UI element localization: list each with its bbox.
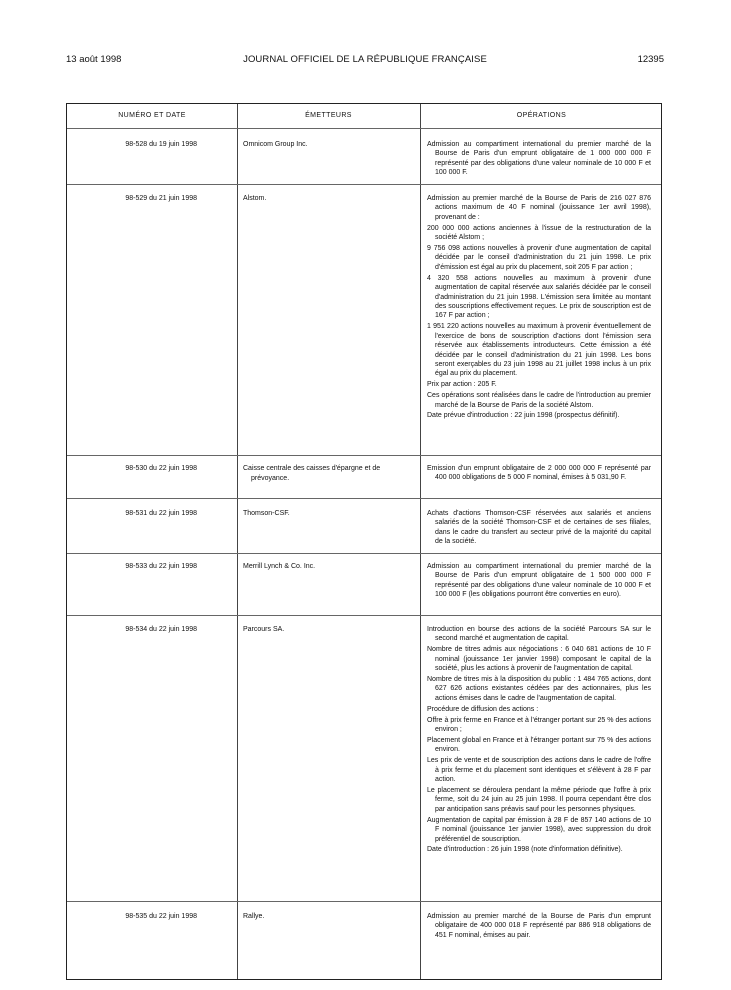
row-operations [427, 140, 651, 179]
row-numero: 98-530 du 22 juin 1998 [125, 465, 197, 472]
row-operations [427, 464, 651, 484]
row-operations [427, 912, 651, 942]
paragraph: Achats d'actions Thomson-CSF réservées aux salariés et anciens salariés de la société Thomson-CSF et de certaines de ses filiales, dans le cadre du transfert au secteur privé de la majorité du capital de la société. [427, 510, 651, 546]
row-separator [67, 553, 661, 554]
paragraph: Date prévue d'introduction : 22 juin 1998 (prospectus définitif). [427, 412, 620, 420]
row-emetteur [243, 464, 413, 483]
row-numero: 98-529 du 21 juin 1998 [125, 195, 197, 202]
row-numero: 98-534 du 22 juin 1998 [125, 626, 197, 633]
paragraph: Thomson-CSF. [243, 510, 290, 517]
row-separator [67, 184, 661, 185]
paragraph: Parcours SA. [243, 626, 285, 633]
column-divider [237, 104, 238, 979]
page-number: 12395 [637, 54, 664, 65]
column-divider [420, 104, 421, 979]
paragraph: Offre à prix ferme en France et à l'étranger portant sur 25 % des actions environ ; [427, 716, 651, 734]
paragraph: 9 756 098 actions nouvelles à provenir d'une augmentation de capital décidée par le conseil d'administration du 21 juin 1998. Le prix d'émission est égal au prix du placement, soit 205 F par action ; [427, 245, 651, 271]
paragraph: 200 000 000 actions anciennes à l'issue de la restructuration de la société Alstom ; [427, 224, 651, 242]
paragraph: Procédure de diffusion des actions : [427, 705, 539, 713]
row-emetteur [243, 509, 413, 519]
header-rule [67, 128, 661, 129]
column-header-operations: OPÉRATIONS [516, 112, 567, 119]
journal-title: JOURNAL OFFICIEL DE LA RÉPUBLIQUE FRANÇAISE [243, 54, 487, 65]
paragraph: Admission au premier marché de la Bourse de Paris de 216 027 876 actions maximum de 40 F nominal (jouissance 1er avril 1998), provenant de : [427, 195, 651, 221]
column-header-emetteurs: ÉMETTEURS [305, 112, 352, 119]
paragraph: Nombre de titres mis à la disposition du public : 1 484 765 actions, dont 627 626 actions existantes cédées par des actionnaires, plus les actions émises dans le cadre de l'augmentation de capital. [427, 676, 651, 702]
row-separator [67, 455, 661, 456]
row-numero: 98-533 du 22 juin 1998 [125, 563, 197, 570]
paragraph: Date d'introduction : 26 juin 1998 (note d'information définitive). [427, 846, 623, 854]
row-emetteur [243, 625, 413, 635]
row-operations [427, 562, 651, 601]
row-separator [67, 901, 661, 902]
row-numero: 98-531 du 22 juin 1998 [125, 510, 197, 517]
paragraph: Nombre de titres admis aux négociations : 6 040 681 actions de 10 F nominal (jouissance 1er janvier 1998) composant le capital de la société, plus les actions à provenir de l'augmentation de capital. [427, 646, 651, 673]
paragraph: Admission au compartiment international du premier marché de la Bourse de Paris d'un emprunt obligataire de 1 500 000 000 F représenté par des obligations d'une valeur nominale de 10 000 F et 100 000 F (les obligations pourront être converties en euro). [427, 563, 651, 599]
paragraph: Alstom. [243, 195, 267, 202]
paragraph: Caisse centrale des caisses d'épargne et de prévoyance. [243, 465, 381, 482]
row-operations [427, 625, 651, 856]
paragraph: Merrill Lynch & Co. Inc. [243, 563, 316, 570]
paragraph: Admission au compartiment international du premier marché de la Bourse de Paris d'un emprunt obligataire de 1 000 000 000 F représenté par des obligations d'une valeur nominale de 10 000 F et 100 000 F. [427, 141, 651, 177]
row-separator [67, 615, 661, 616]
paragraph: Emission d'un emprunt obligataire de 2 000 000 000 F représenté par 400 000 obligations de 5 000 F nominal, émises à 5 031,90 F. [427, 465, 651, 482]
paragraph: Les prix de vente et de souscription des actions dans le cadre de l'offre à prix ferme et du placement sont identiques et s'élèvent à 28 F par action. [427, 757, 651, 784]
row-separator [67, 498, 661, 499]
row-numero: 98-528 du 19 juin 1998 [125, 141, 197, 148]
row-emetteur [243, 194, 413, 204]
row-emetteur [243, 562, 413, 572]
paragraph: Introduction en bourse des actions de la société Parcours SA sur le second marché et augmentation de capital. [427, 626, 651, 643]
paragraph: Le placement se déroulera pendant la même période que l'offre à prix ferme, soit du 24 juin au 25 juin 1998. Il pourra cependant être clos par anticipation sans préavis sauf pour les personnes physiques. [427, 787, 651, 813]
paragraph: Prix par action : 205 F. [427, 381, 497, 389]
paragraph: Ces opérations sont réalisées dans le cadre de l'introduction au premier marché de la Bourse de Paris de la société Alstom. [427, 392, 651, 409]
page-header [66, 54, 664, 68]
paragraph: Rallye. [243, 913, 265, 920]
row-emetteur [243, 912, 413, 922]
column-header-numero: NUMÉRO ET DATE [118, 112, 186, 119]
paragraph: Omnicom Group Inc. [243, 141, 308, 148]
row-operations [427, 194, 651, 422]
row-operations [427, 509, 651, 548]
row-emetteur [243, 140, 413, 150]
paragraph: 1 951 220 actions nouvelles au maximum à provenir éventuellement de l'exercice de bons de souscription d'actions dont l'émission sera réservée aux établissements introducteurs. Cette émission a été décidée par le conseil d'administration du 21 juin 1998. Les bons seront exerçables du 23 juin 1998 au 21 juillet 1998 inclus à un prix égal au prix du placement. [427, 323, 651, 378]
paragraph: 4 320 558 actions nouvelles au maximum à provenir d'une augmentation de capital réservée aux salariés décidée par le conseil d'administration du 21 juin 1998. L'émission sera limitée au montant des souscriptions effectivement reçues. Le prix de souscription est de 167 F par action ; [427, 274, 651, 320]
paragraph: Admission au premier marché de la Bourse de Paris d'un emprunt obligataire de 400 000 018 F représenté par 886 918 obligations de 451 F nominal, émises au pair. [427, 913, 651, 939]
row-numero: 98-535 du 22 juin 1998 [125, 913, 197, 920]
header-date: 13 août 1998 [66, 54, 122, 65]
operations-table [66, 103, 662, 980]
paragraph: Augmentation de capital par émission à 28 F de 857 140 actions de 10 F nominal (jouissance 1er janvier 1998), avec suppression du droit préférentiel de souscription. [427, 816, 651, 843]
paragraph: Placement global en France et à l'étranger portant sur 75 % des actions environ. [427, 736, 651, 754]
